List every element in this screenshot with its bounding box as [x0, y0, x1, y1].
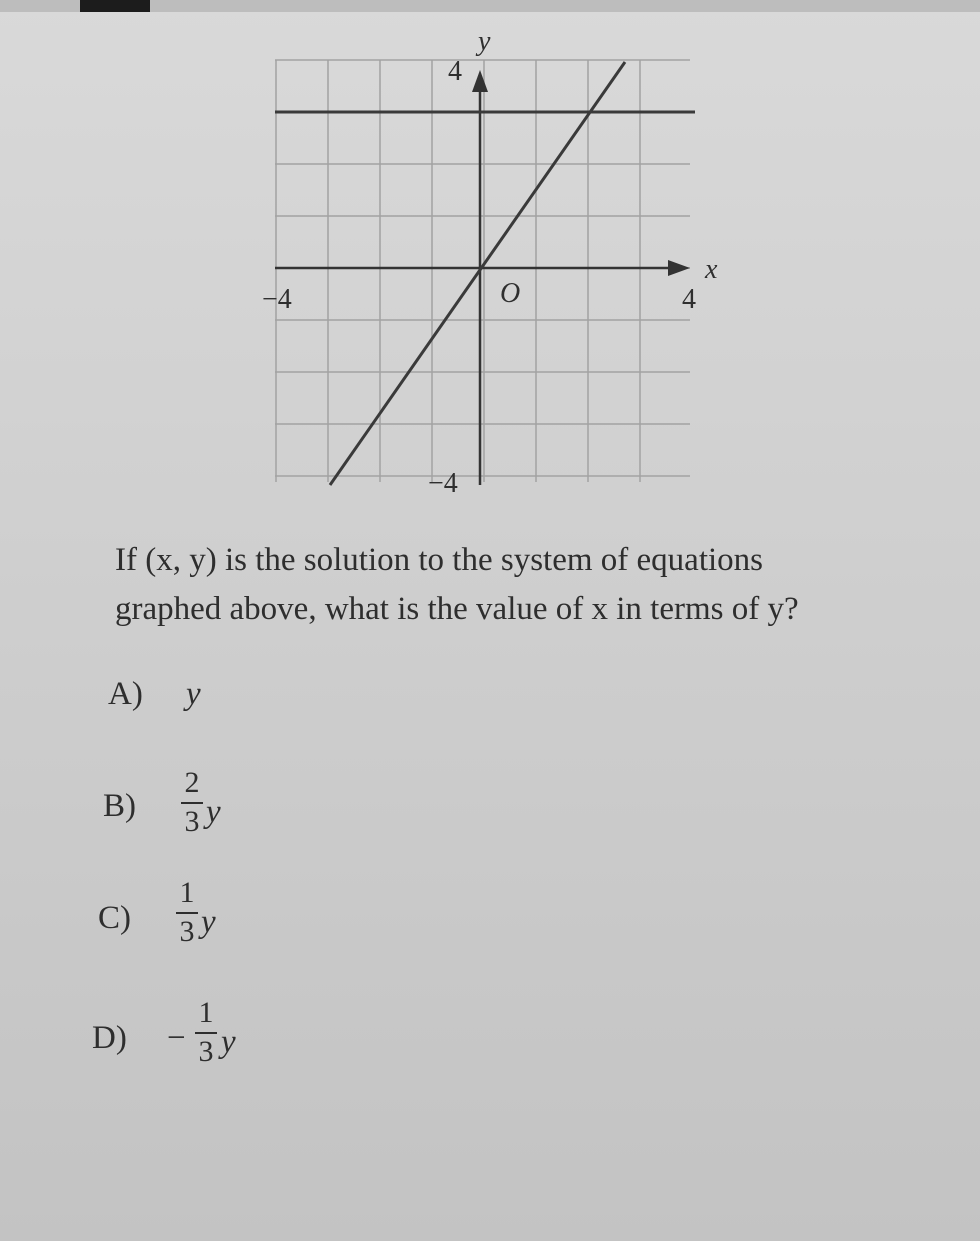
choice-a[interactable]: [108, 676, 308, 726]
fraction: [176, 878, 198, 947]
choice-b[interactable]: [103, 768, 303, 858]
fraction-bar: [181, 802, 203, 804]
tick-label-y-pos: 4: [448, 56, 462, 87]
choice-variable: y: [206, 794, 221, 830]
choice-variable: y: [221, 1024, 236, 1060]
x-axis-arrow: [668, 260, 690, 276]
coordinate-graph: [250, 26, 718, 500]
choice-variable: y: [201, 904, 216, 940]
fraction: [181, 768, 203, 837]
tick-label-x-pos: 4: [682, 284, 696, 315]
choice-letter: D): [92, 1020, 127, 1056]
fraction-denominator: 3: [179, 915, 195, 948]
choice-letter: B): [103, 788, 136, 824]
choice-c[interactable]: [98, 878, 298, 968]
page-top-tab: [80, 0, 150, 12]
question-line-1: If (x, y) is the solution to the system of equations: [115, 542, 763, 578]
x-axis-label: x: [705, 254, 718, 285]
y-axis-label: y: [478, 26, 491, 57]
fraction-denominator: 3: [184, 805, 200, 838]
origin-label: O: [500, 278, 521, 309]
y-axis-arrow: [472, 70, 488, 92]
choice-letter: A): [108, 676, 143, 712]
fraction-numerator: 1: [198, 996, 214, 1029]
grid-lines: [275, 60, 690, 482]
fraction-bar: [195, 1032, 217, 1034]
minus-sign: −: [167, 1020, 186, 1056]
fraction-denominator: 3: [198, 1035, 214, 1068]
tick-label-y-neg: −4: [428, 468, 458, 499]
question-line-2: graphed above, what is the value of x in terms of y?: [115, 591, 799, 627]
tick-label-x-neg: −4: [262, 284, 292, 315]
choice-variable: y: [186, 676, 201, 712]
fraction-numerator: 2: [184, 766, 200, 799]
fraction-bar: [176, 912, 198, 914]
choice-d[interactable]: [92, 998, 312, 1088]
choice-letter: C): [98, 900, 131, 936]
slanted-line: [330, 62, 625, 485]
fraction-numerator: 1: [179, 876, 195, 909]
question-text: [115, 536, 915, 634]
fraction: [195, 998, 217, 1067]
